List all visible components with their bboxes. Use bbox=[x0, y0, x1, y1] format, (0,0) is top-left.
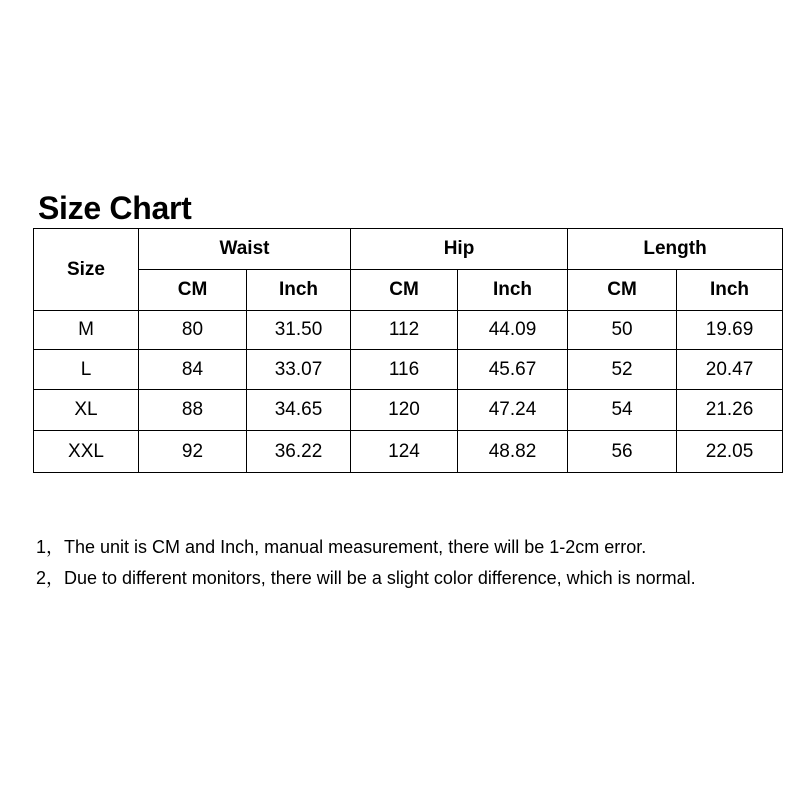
table-cell: 44.09 bbox=[458, 311, 568, 350]
waist-cm-header: CM bbox=[139, 270, 247, 311]
table-cell: 54 bbox=[568, 390, 677, 431]
header-row-groups bbox=[34, 229, 783, 270]
size-cell: XXL bbox=[34, 431, 139, 473]
table-cell: 84 bbox=[139, 350, 247, 390]
table-row bbox=[34, 311, 783, 350]
table-cell: 120 bbox=[351, 390, 458, 431]
table-cell: 21.26 bbox=[677, 390, 783, 431]
table-cell: 31.50 bbox=[247, 311, 351, 350]
note-1: 1，The unit is CM and Inch, manual measurement, there will be 1-2cm error. bbox=[36, 537, 647, 557]
table-row bbox=[34, 350, 783, 390]
note-2: 2，Due to different monitors, there will be a slight color difference, which is normal. bbox=[36, 568, 696, 588]
table-cell: 80 bbox=[139, 311, 247, 350]
table-cell: 20.47 bbox=[677, 350, 783, 390]
table-cell: 45.67 bbox=[458, 350, 568, 390]
size-header: Size bbox=[34, 229, 139, 311]
table-cell: 116 bbox=[351, 350, 458, 390]
table-cell: 124 bbox=[351, 431, 458, 473]
table-cell: 52 bbox=[568, 350, 677, 390]
table-row bbox=[34, 390, 783, 431]
waist-header: Waist bbox=[139, 229, 351, 270]
size-cell: L bbox=[34, 350, 139, 390]
table-cell: 19.69 bbox=[677, 311, 783, 350]
waist-inch-header: Inch bbox=[247, 270, 351, 311]
hip-inch-header: Inch bbox=[458, 270, 568, 311]
length-header: Length bbox=[568, 229, 783, 270]
length-inch-header: Inch bbox=[677, 270, 783, 311]
hip-header: Hip bbox=[351, 229, 568, 270]
table-cell: 34.65 bbox=[247, 390, 351, 431]
table-cell: 88 bbox=[139, 390, 247, 431]
table-cell: 47.24 bbox=[458, 390, 568, 431]
table-cell: 48.82 bbox=[458, 431, 568, 473]
table-cell: 22.05 bbox=[677, 431, 783, 473]
table-cell: 112 bbox=[351, 311, 458, 350]
table-cell: 56 bbox=[568, 431, 677, 473]
header-row-units bbox=[34, 270, 783, 311]
size-cell: M bbox=[34, 311, 139, 350]
table-cell: 92 bbox=[139, 431, 247, 473]
hip-cm-header: CM bbox=[351, 270, 458, 311]
size-cell: XL bbox=[34, 390, 139, 431]
table-cell: 33.07 bbox=[247, 350, 351, 390]
page-title: Size Chart bbox=[38, 190, 192, 226]
table-cell: 36.22 bbox=[247, 431, 351, 473]
length-cm-header: CM bbox=[568, 270, 677, 311]
table-row bbox=[34, 431, 783, 473]
table-cell: 50 bbox=[568, 311, 677, 350]
size-chart-table bbox=[33, 228, 783, 473]
notes bbox=[36, 532, 696, 594]
